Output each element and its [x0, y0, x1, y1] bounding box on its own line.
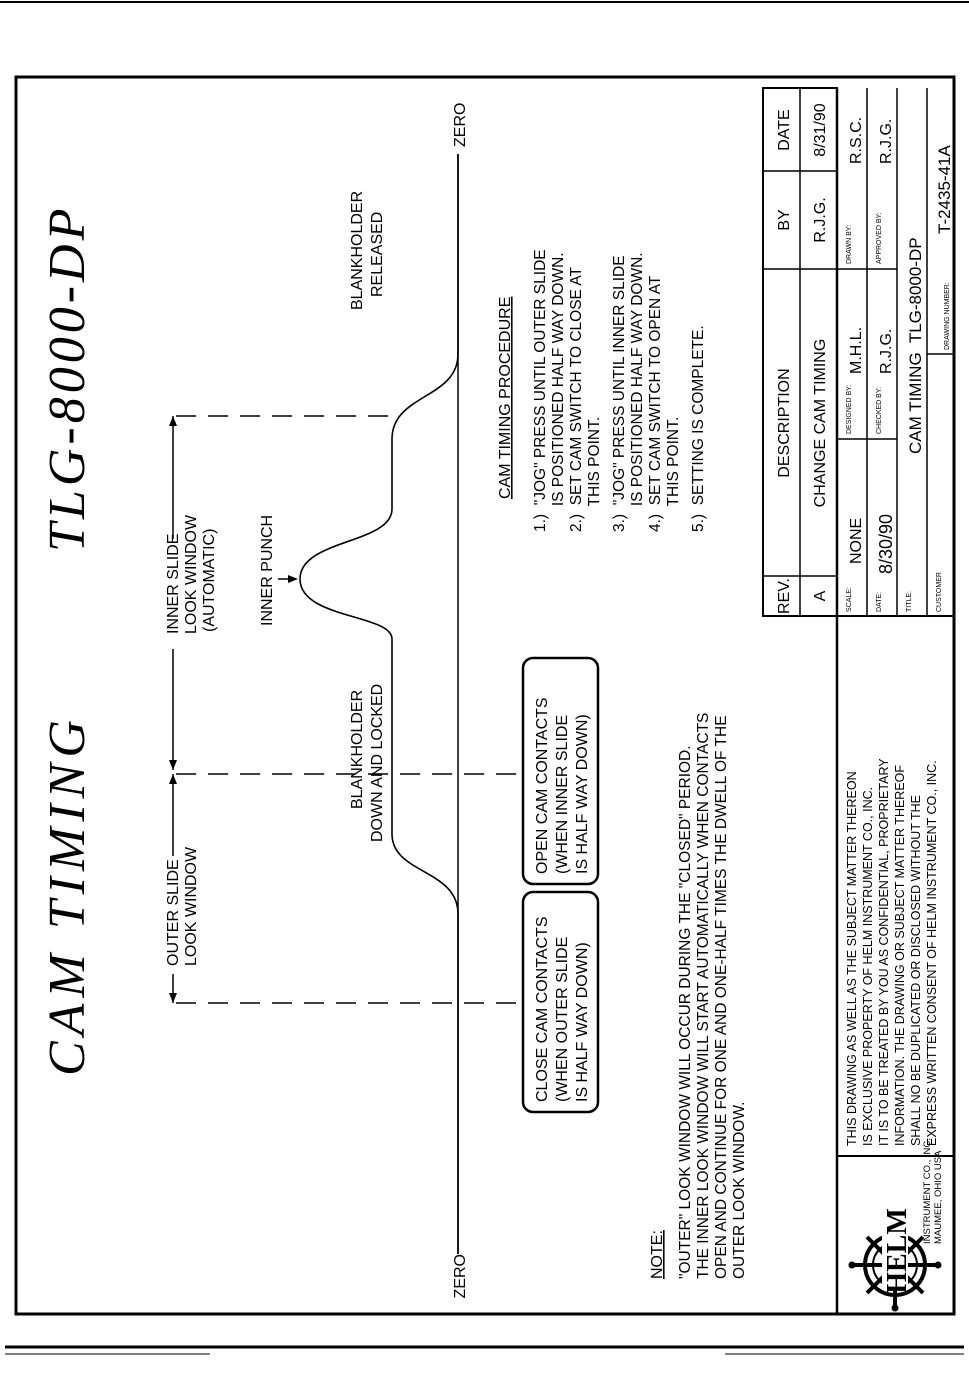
procedure-line-3: 2.) SET CAM SWITCH TO CLOSE AT [568, 267, 585, 532]
outer-slide-label-1: OUTER SLIDE [165, 859, 182, 966]
blankholder-down-label-2: DOWN AND LOCKED [369, 683, 386, 842]
procedure-line-2: IS POSITIONED HALF WAY DOWN. [550, 252, 567, 532]
company-location: MAUMEE, OHIO USA [933, 1150, 944, 1244]
blankholder-released-label-1: BLANKHOLDER [349, 190, 366, 310]
svg-text:THIS DRAWING AS WELL AS THE SU: THIS DRAWING AS WELL AS THE SUBJECT MATTER THEREON [845, 771, 859, 1146]
rev-value: A [812, 590, 829, 602]
procedure-line-9: 5.) SETTING IS COMPLETE. [690, 325, 707, 532]
procedure-line-1: 1.) "JOG" PRESS UNTIL OUTER SLIDE [532, 249, 549, 532]
procedure-heading: CAM TIMING PROCEDURE [497, 296, 514, 499]
inner-slide-window [165, 416, 218, 770]
blankholder-released-label-2: RELEASED [369, 211, 386, 297]
note-line-1: "OUTER" LOOK WINDOW WILL OCCUR DURING THE "CLOSED" PERIOD. [677, 745, 694, 1279]
by-header: BY [776, 209, 793, 231]
svg-text:(WHEN OUTER SLIDE: (WHEN OUTER SLIDE [554, 936, 571, 1102]
note-line-3: OPEN AND CONTINUE FOR ONE AND ONE-HALF TIMES THE DWELL OF THE [713, 715, 730, 1279]
reference-dashes [176, 416, 520, 1003]
note-line-2: THE INNER LOOK WINDOW WILL START AUTOMATICALLY WHEN CONTACTS [695, 712, 712, 1279]
inner-punch-arrow [288, 575, 298, 583]
svg-text:OPEN CAM CONTACTS: OPEN CAM CONTACTS [534, 697, 551, 874]
customer-label: CUSTOMER [936, 572, 943, 612]
helm-logo [849, 1138, 944, 1311]
svg-text:(WHEN INNER SLIDE: (WHEN INNER SLIDE [554, 714, 571, 874]
description-value: CHANGE CAM TIMING [812, 338, 829, 508]
inner-slide-label-2: LOOK WINDOW [183, 514, 200, 634]
inner-punch-label: INNER PUNCH [259, 514, 276, 626]
drawn-label: DRAWN BY: [846, 224, 853, 264]
open-cam-contacts-box [523, 658, 598, 884]
company-name: INSTRUMENT CO., INC. [922, 1138, 933, 1244]
date-header: DATE [776, 109, 793, 151]
logo-text: HELM [882, 1208, 913, 1294]
close-cam-contacts-box [523, 892, 598, 1112]
approved-label: APPROVED BY: [876, 212, 883, 264]
svg-text:SHALL NO BE DUPLICATED OR DISC: SHALL NO BE DUPLICATED OR DISCLOSED WITHOUT THE [909, 795, 923, 1146]
svg-text:CLOSE CAM CONTACTS: CLOSE CAM CONTACTS [534, 916, 551, 1102]
procedure-line-5: 3.) "JOG" PRESS UNTIL INNER SLIDE [611, 255, 628, 532]
svg-text:IS EXCLUSIVE PROPERTY OF HELM: IS EXCLUSIVE PROPERTY OF HELM INSTRUMENT CO., INC. [861, 786, 875, 1146]
drawing-number-label: DRAWING NUMBER: [944, 282, 951, 350]
description-header: DESCRIPTION [776, 368, 793, 478]
svg-text:EXPRESS WRITTEN CONSENT OF HEL: EXPRESS WRITTEN CONSENT OF HELM INSTRUMENT CO., INC. [925, 760, 939, 1146]
scale-value: NONE [848, 517, 865, 564]
inner-slide-label-3: (AUTOMATIC) [201, 528, 218, 632]
approved-value: R.J.G. [878, 118, 895, 164]
by-value: R.J.G. [812, 197, 829, 243]
rev-header: REV. [776, 578, 793, 614]
diagram-model: TLG-8000-DP [39, 204, 96, 552]
date-issue-value: 8/30/90 [876, 513, 896, 574]
designed-label: DESIGNED BY: [846, 384, 853, 434]
drawing-number-value: T-2435-41A [935, 145, 954, 234]
note-heading: NOTE: [649, 1230, 666, 1279]
date-label: DATE: [876, 591, 883, 612]
proprietary-notice [845, 758, 939, 1146]
procedure-line-6: IS POSITIONED HALF WAY DOWN. [629, 252, 646, 532]
title-value: CAM TIMING TLG-8000-DP [906, 237, 925, 454]
cam-timing-procedure [497, 249, 707, 532]
outer-slide-label-2: LOOK WINDOW [183, 846, 200, 966]
note-line-4: OUTER LOOK WINDOW. [731, 1101, 748, 1279]
scale-label: SCALE: [846, 587, 853, 612]
blankholder-down-label-1: BLANKHOLDER [349, 689, 366, 809]
drawing-frame [16, 77, 954, 1314]
svg-text:IS HALF WAY DOWN): IS HALF WAY DOWN) [574, 942, 591, 1102]
procedure-line-8: THIS POINT. [665, 416, 682, 532]
landscape-content [39, 88, 954, 1314]
diagram-title: CAM TIMING [39, 714, 96, 1076]
procedure-line-4: THIS POINT. [586, 416, 603, 532]
zero-right-label: ZERO [452, 102, 469, 147]
svg-text:INFORMATION. THE DRAWING OR SU: INFORMATION. THE DRAWING OR SUBJECT MATTER THEREOF [893, 764, 907, 1146]
note-section [649, 713, 748, 1279]
svg-text:IT IS TO BE TREATED BY YOU AS: IT IS TO BE TREATED BY YOU AS CONFIDENTIAL, PROPRIETARY [877, 758, 891, 1146]
checked-label: CHECKED BY: [876, 386, 883, 434]
outer-slide-window [165, 774, 200, 1003]
checked-value: R.J.G. [878, 328, 895, 374]
svg-text:IS HALF WAY DOWN): IS HALF WAY DOWN) [574, 714, 591, 874]
designed-value: M.H.L. [848, 326, 865, 374]
date-value: 8/31/90 [812, 103, 829, 157]
inner-slide-label-1: INNER SLIDE [165, 533, 182, 634]
zero-left-label: ZERO [452, 1254, 469, 1299]
drawn-value: R.S.C. [848, 116, 865, 164]
procedure-line-7: 4.) SET CAM SWITCH TO OPEN AT [647, 275, 664, 532]
title-label: TITLE: [906, 590, 913, 612]
